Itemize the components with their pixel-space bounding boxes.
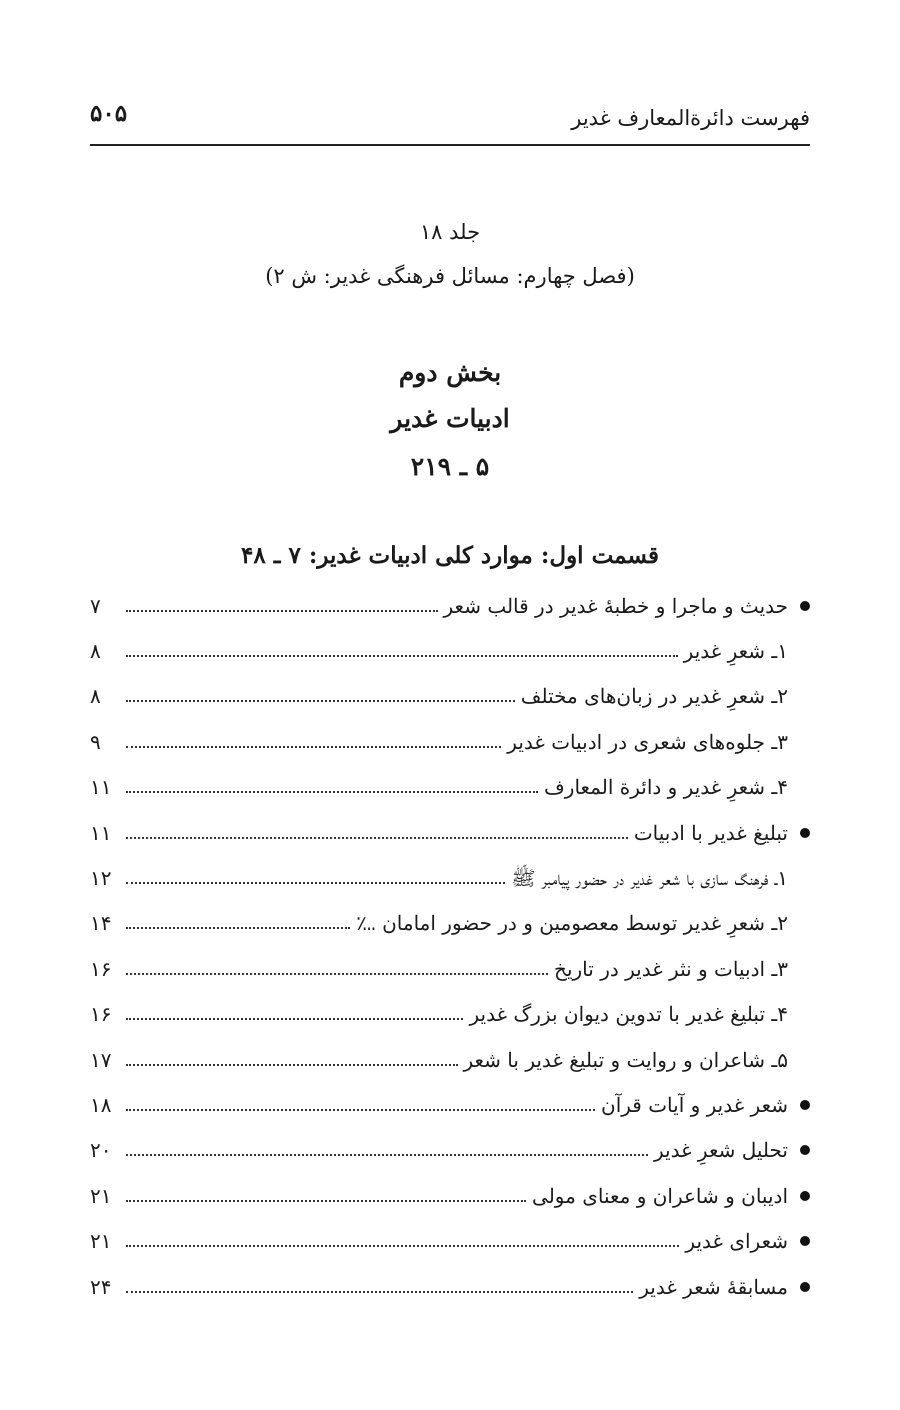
dot-leader bbox=[126, 837, 628, 839]
toc-entry-page: ۲۴ bbox=[90, 1274, 112, 1299]
page-header bbox=[90, 92, 810, 146]
toc-entry-page: ۸ bbox=[90, 639, 101, 664]
dot-leader bbox=[126, 1064, 458, 1066]
bullet-icon bbox=[800, 601, 810, 611]
toc-entry-text: شعر غدیر و آیات قرآن bbox=[601, 1092, 788, 1117]
toc-entry-page: ۱۴ bbox=[90, 911, 112, 936]
section-title: ادبیات غدیر bbox=[390, 404, 510, 433]
toc-entry-page: ۱۶ bbox=[90, 1002, 112, 1027]
toc-entry-page: ۱۱ bbox=[90, 820, 112, 845]
bullet-icon bbox=[800, 1236, 810, 1246]
toc-entry-page: ۸ bbox=[90, 684, 101, 709]
toc-entry-text: ۴ـ تبلیغ غدیر با تدوین دیوان بزرگ غدیر bbox=[469, 1002, 788, 1027]
toc-entry-text: ۲ـ شعرِ غدیر در زبان‌های مختلف bbox=[520, 684, 788, 709]
toc-entry bbox=[90, 1037, 810, 1082]
toc-entry bbox=[90, 1264, 810, 1309]
toc-entry-page: ۲۰ bbox=[90, 1138, 112, 1163]
page-range: ۵ ـ ۲۱۹ bbox=[410, 452, 490, 481]
dot-leader bbox=[126, 1200, 526, 1202]
toc-entry-text: تبلیغ غدیر با ادبیات bbox=[633, 820, 788, 845]
toc-entry-page: ۱۱ bbox=[90, 775, 112, 800]
toc-entry-page: ۱۸ bbox=[90, 1092, 112, 1117]
dot-leader bbox=[126, 927, 350, 929]
toc-entry-page: ۷ bbox=[90, 593, 101, 618]
toc-entry-page: ۲۱ bbox=[90, 1229, 112, 1254]
dot-leader bbox=[126, 882, 505, 884]
bullet-icon bbox=[800, 1100, 810, 1110]
toc-entry bbox=[90, 628, 810, 673]
dot-leader bbox=[126, 610, 438, 612]
toc-entry bbox=[90, 855, 810, 900]
toc-entry bbox=[90, 583, 810, 628]
toc-entry-text: شعرای غدیر bbox=[685, 1229, 788, 1254]
table-of-contents bbox=[90, 583, 810, 1309]
subsection-heading: قسمت اول: موارد کلی ادبیات غدیر: ۷ ـ ۴۸ bbox=[241, 542, 659, 569]
toc-entry-text: حدیث و ماجرا و خطبهٔ غدیر در قالب شعر bbox=[443, 593, 788, 618]
dot-leader bbox=[126, 791, 538, 793]
toc-entry bbox=[90, 946, 810, 991]
toc-entry-text: ۲ـ شعرِ غدیر توسط معصومین و در حضور امامان ؊ bbox=[356, 911, 788, 936]
part-label: بخش دوم bbox=[398, 358, 502, 387]
dot-leader bbox=[126, 700, 515, 702]
bullet-icon bbox=[800, 828, 810, 838]
toc-entry bbox=[90, 810, 810, 855]
toc-entry-text: مسابقهٔ شعر غدیر bbox=[639, 1274, 788, 1299]
toc-entry-text: ۴ـ شعرِ غدیر و دائرة المعارف bbox=[544, 775, 788, 800]
dot-leader bbox=[126, 1018, 463, 1020]
bullet-icon bbox=[800, 1145, 810, 1155]
dot-leader bbox=[126, 655, 678, 657]
dot-leader bbox=[126, 746, 501, 748]
dot-leader bbox=[126, 1109, 595, 1111]
toc-entry-page: ۱۶ bbox=[90, 956, 112, 981]
dot-leader bbox=[126, 1154, 648, 1156]
dot-leader bbox=[126, 973, 548, 975]
toc-entry bbox=[90, 1128, 810, 1173]
toc-entry-text: ۱ـ فرهنگ سازی با شعر غدیر در حضور پیامبر ﷺ bbox=[511, 866, 788, 891]
toc-entry bbox=[90, 765, 810, 810]
toc-entry-text: ۳ـ ادبیات و نثر غدیر در تاریخ bbox=[554, 956, 788, 981]
toc-entry bbox=[90, 992, 810, 1037]
toc-entry bbox=[90, 901, 810, 946]
page-number: ۵۰۵ bbox=[90, 100, 128, 127]
toc-entry-page: ۱۷ bbox=[90, 1047, 112, 1072]
dot-leader bbox=[126, 1291, 633, 1293]
toc-entry bbox=[90, 674, 810, 719]
toc-entry-text: ادیبان و شاعران و معنای مولی bbox=[532, 1183, 788, 1208]
toc-entry-text: تحلیل شعرِ غدیر bbox=[654, 1138, 788, 1163]
toc-entry bbox=[90, 719, 810, 764]
toc-entry bbox=[90, 1082, 810, 1127]
toc-entry bbox=[90, 1173, 810, 1218]
dot-leader bbox=[126, 1245, 679, 1247]
volume-label: جلد ۱۸ bbox=[419, 220, 481, 244]
bullet-icon bbox=[800, 1191, 810, 1201]
running-title: فهرست دائرةالمعارف غدیر bbox=[571, 106, 810, 130]
toc-entry-page: ۹ bbox=[90, 729, 101, 754]
toc-entry-text: ۳ـ جلوه‌های شعری در ادبیات غدیر bbox=[507, 729, 788, 754]
toc-entry-text: ۵ـ شاعران و روایت و تبلیغ غدیر با شعر bbox=[463, 1047, 788, 1072]
toc-entry bbox=[90, 1218, 810, 1263]
bullet-icon bbox=[800, 1282, 810, 1292]
toc-entry-page: ۱۲ bbox=[90, 866, 112, 891]
toc-entry-page: ۲۱ bbox=[90, 1183, 112, 1208]
toc-entry-text: ۱ـ شعرِ غدیر bbox=[683, 639, 788, 664]
chapter-label: (فصل چهارم: مسائل فرهنگی غدیر: ش ۲) bbox=[265, 264, 635, 288]
